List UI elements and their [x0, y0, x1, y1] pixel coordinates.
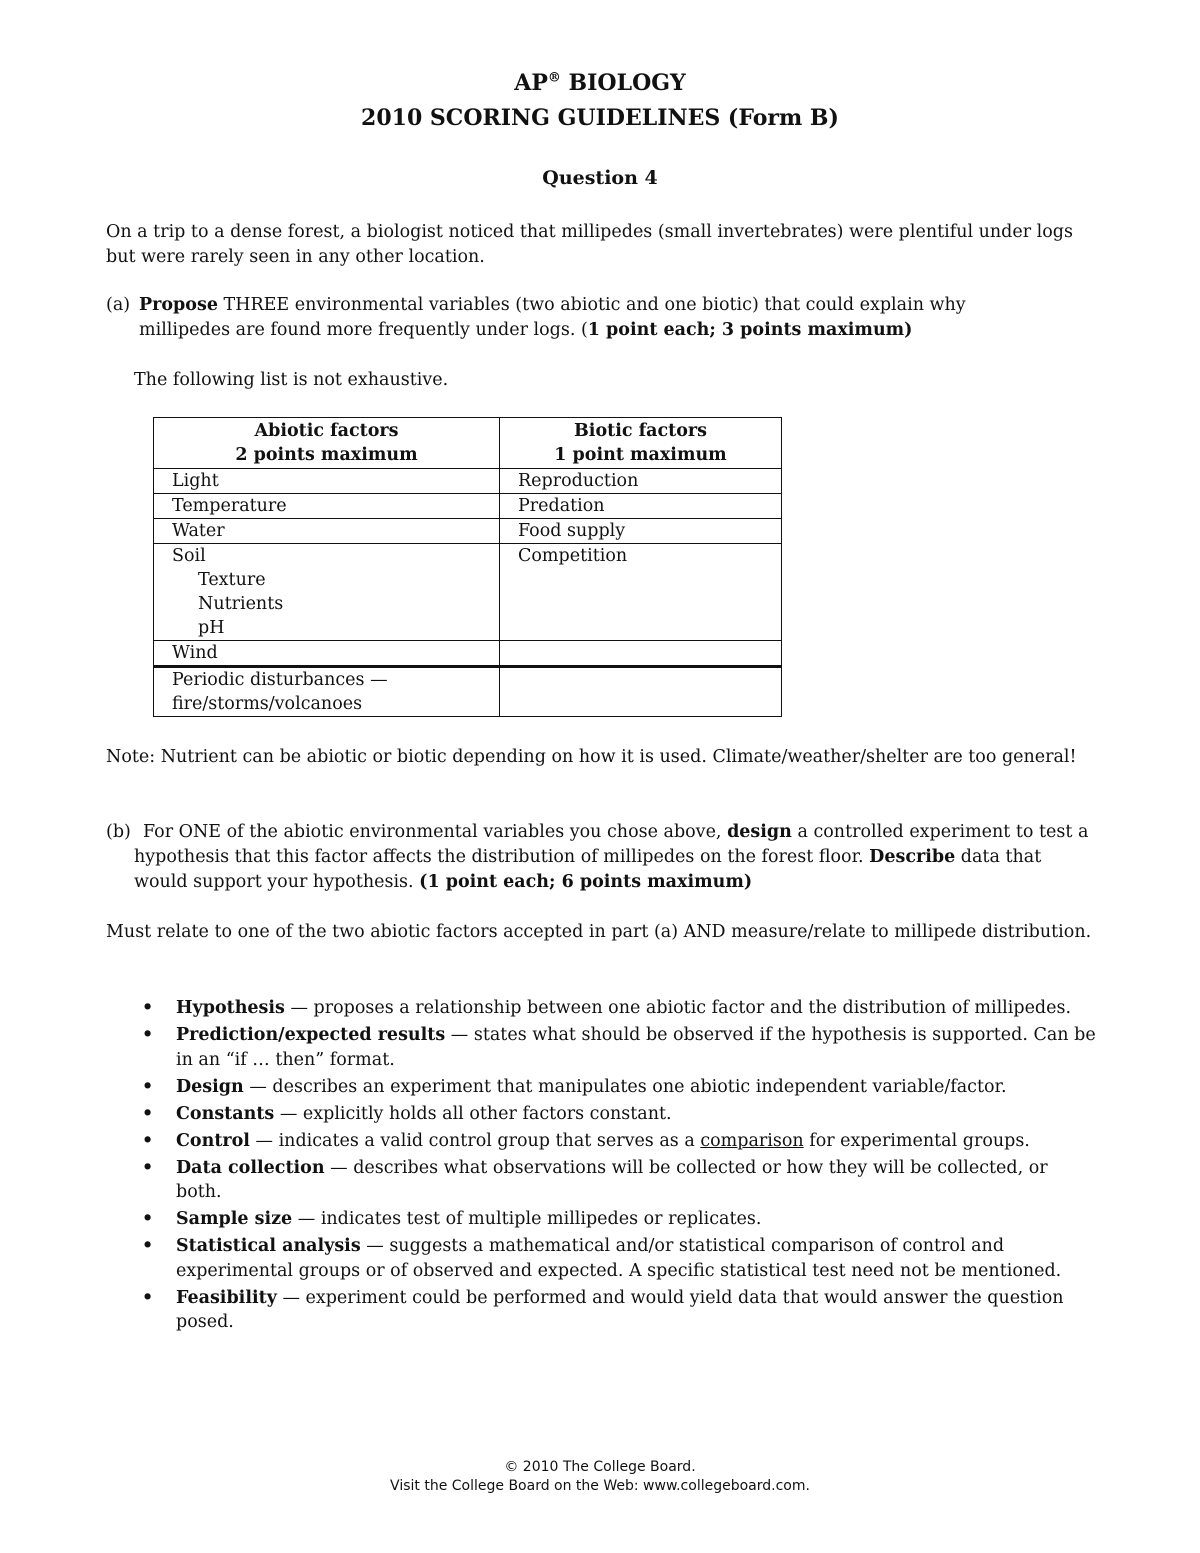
table-row: Periodic disturbances — fire/storms/volcanoes — [154, 667, 782, 717]
must-relate-paragraph: Must relate to one of the two abiotic factors accepted in part (a) AND measure/relate to millipede distribution. — [106, 922, 1092, 942]
list-item: • Prediction/expected results — states what should be observed if the hypothesis is supported. Can be in an “if … then” format. — [142, 1025, 1096, 1070]
list-item: • Design — describes an experiment that manipulates one abiotic independent variable/factor. — [106, 1075, 1096, 1100]
bullet-icon: • — [142, 1157, 154, 1178]
factors-table — [153, 417, 782, 717]
footer-copyright: © 2010 The College Board. — [504, 1459, 696, 1475]
bullet-icon: • — [142, 1236, 154, 1256]
table-row: Water Food supply — [154, 519, 782, 544]
bullet-icon: • — [142, 1076, 154, 1097]
bullet-icon: • — [142, 1130, 154, 1151]
question-heading: Question 4 — [542, 167, 658, 189]
abiotic-header: Abiotic factors 2 points maximum — [154, 418, 500, 469]
list-item: • Control — indicates a valid control group that serves as a comparison for experimental groups. — [106, 1129, 1096, 1154]
document-subtitle: 2010 SCORING GUIDELINES (Form B) — [361, 105, 839, 131]
scoring-criteria-list — [106, 996, 1096, 1337]
bullet-icon: • — [142, 1025, 154, 1045]
bullet-icon: • — [142, 1287, 154, 1308]
bullet-icon: • — [142, 1209, 154, 1229]
list-item: • Constants — explicitly holds all other factors constant. — [106, 1102, 1096, 1127]
table-row: Temperature Predation — [154, 494, 782, 519]
bullet-icon: • — [142, 998, 154, 1018]
list-item: • Data collection — describes what observations will be collected or how they will be collected, or both. — [142, 1157, 1048, 1202]
table-row: Wind — [154, 641, 782, 667]
registered-mark: ® — [547, 70, 561, 86]
part-b-prompt: For ONE of the abiotic environmental variables you chose above, design a controlled experiment to test a hypothesis that this factor affects the distribution of millipedes on the forest floor. Describe data that would support your hypothesis. (1 point each; 6 points maximum) — [134, 822, 1089, 892]
intro-paragraph: On a trip to a dense forest, a biologist noticed that millipedes (small invertebrates) were plentiful under logs but were rarely seen in any other location. — [106, 222, 1073, 267]
table-row: Soil Texture Nutrients pH Competition — [154, 544, 782, 641]
list-item: • Statistical analysis — suggests a mathematical and/or statistical comparison of control and experimental groups or of observed and expected. A specific statistical test need not be mentioned. — [142, 1236, 1062, 1281]
part-a-prompt: Propose THREE environmental variables (two abiotic and one biotic) that could explain why millipedes are found more frequently under logs. (1 point each; 3 points maximum) — [139, 295, 966, 340]
nutrient-note: Note: Nutrient can be abiotic or biotic depending on how it is used. Climate/weather/shelter are too general! — [106, 747, 1077, 767]
part-a-list-note: The following list is not exhaustive. — [134, 370, 449, 390]
table-row: Light Reproduction — [154, 469, 782, 494]
table-header-row — [154, 418, 782, 469]
biotic-header: Biotic factors 1 point maximum — [500, 418, 782, 469]
document-title: AP® BIOLOGY — [514, 70, 686, 96]
list-item: • Hypothesis — proposes a relationship between one abiotic factor and the distribution of millipedes. — [106, 996, 1096, 1021]
part-a-label: (a) — [106, 295, 131, 315]
list-item: • Sample size — indicates test of multiple millipedes or replicates. — [106, 1207, 1096, 1232]
bullet-icon: • — [142, 1103, 154, 1124]
part-b-label: (b) — [106, 822, 131, 842]
footer-website: Visit the College Board on the Web: www.collegeboard.com. — [390, 1478, 810, 1494]
list-item: • Feasibility — experiment could be performed and would yield data that would answer the question posed. — [142, 1287, 1064, 1332]
